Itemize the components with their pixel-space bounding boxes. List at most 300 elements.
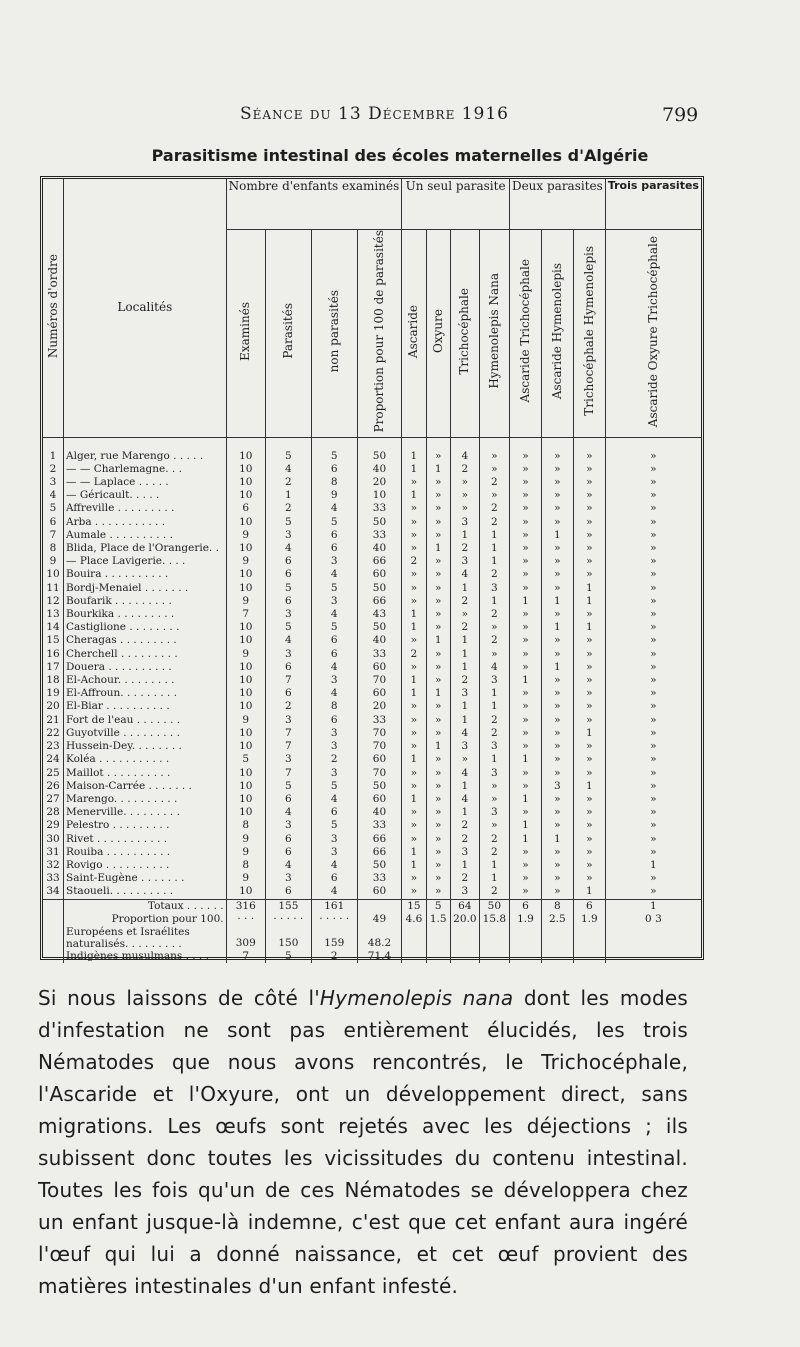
cell-value: » [541, 568, 573, 581]
cell-value: » [450, 502, 479, 515]
cell-value: » [509, 872, 541, 885]
cell-value: » [573, 529, 605, 542]
cell-value: » [479, 463, 509, 476]
cell-value: » [573, 687, 605, 700]
cell-value: 40 [357, 463, 402, 476]
locality-name: Koléa . . . . . . . . . . . [64, 753, 227, 766]
locality-name: Bourkika . . . . . . . . . [64, 608, 227, 621]
locality-name: Marengo. . . . . . . . . . [64, 793, 227, 806]
cell-value: 2 [265, 700, 311, 713]
cell-value: 4 [311, 793, 357, 806]
table-row [43, 780, 701, 793]
cell-value: 70 [357, 727, 402, 740]
cell-value: » [426, 859, 450, 872]
row-number: 29 [46, 819, 60, 832]
cell-value: 3 [450, 885, 479, 899]
table-row [43, 489, 701, 502]
cell-value: » [573, 608, 605, 621]
cell-value: 9 [226, 555, 265, 568]
page-number: 799 [662, 104, 699, 126]
cell-value: 1 [265, 489, 311, 502]
cell-value: 10 [357, 489, 402, 502]
cell-value: 10 [226, 767, 265, 780]
total-value: 316 [226, 899, 265, 913]
row-number: 14 [46, 621, 60, 634]
cell-value: » [509, 463, 541, 476]
cell-value: » [541, 727, 573, 740]
running-title: Séance du 13 Décembre 1916 [240, 104, 509, 124]
cell-value: 60 [357, 661, 402, 674]
table-row [43, 634, 701, 647]
cell-value: 10 [226, 542, 265, 555]
cell-value: » [541, 555, 573, 568]
cell-value: » [573, 489, 605, 502]
cell-value: 60 [357, 687, 402, 700]
cell-value: 2 [479, 634, 509, 647]
cell-value: » [426, 833, 450, 846]
cell-value: 2 [479, 885, 509, 899]
cell-value: » [426, 714, 450, 727]
locality-name: Saint-Eugène . . . . . . . [64, 872, 227, 885]
cell-value: » [426, 595, 450, 608]
cell-value: 3 [450, 740, 479, 753]
row-number: 11 [46, 581, 60, 594]
cell-value: » [402, 872, 426, 885]
cell-value: 6 [311, 463, 357, 476]
cell-value: » [605, 595, 701, 608]
column-header: Ascaride Hymenolepis [549, 263, 564, 400]
locality-name: Pelestro . . . . . . . . . [64, 819, 227, 832]
cell-value: » [426, 648, 450, 661]
cell-value: 3 [311, 674, 357, 687]
cell-value: 1 [509, 793, 541, 806]
cell-value: 8 [311, 700, 357, 713]
cell-value: 1 [450, 859, 479, 872]
locality-name: — — Charlemagne. . . [64, 463, 227, 476]
total-value: 8 [541, 899, 573, 913]
cell-value: » [541, 489, 573, 502]
row-number: 16 [46, 647, 60, 660]
cell-value: 1 [426, 687, 450, 700]
cell-value: » [605, 700, 701, 713]
cell-value: 9 [226, 529, 265, 542]
table-row [43, 740, 701, 753]
locality-name: Affreville . . . . . . . . . [64, 502, 227, 515]
table-row [43, 621, 701, 634]
locality-name: Staoueli. . . . . . . . . . [64, 885, 227, 899]
cell-value: » [573, 806, 605, 819]
proportion-value: 2.5 [541, 913, 573, 926]
cell-value: » [573, 753, 605, 766]
proportion-value: 15.8 [479, 913, 509, 926]
cell-value: » [402, 582, 426, 595]
cell-value: 1 [541, 595, 573, 608]
paragraph-species-name: Hymenolepis nana [319, 986, 514, 1010]
cell-value: » [509, 687, 541, 700]
locality-name: — Géricault. . . . . [64, 489, 227, 502]
table-row [43, 568, 701, 581]
cell-value: » [509, 700, 541, 713]
table-row [43, 463, 701, 476]
cell-value: » [402, 516, 426, 529]
row-number: 28 [46, 806, 60, 819]
locality-name: El-Affroun. . . . . . . . . [64, 687, 227, 700]
cell-value: 1 [509, 595, 541, 608]
cell-value: » [541, 753, 573, 766]
proportion-value: · · · [226, 913, 265, 926]
total-value: 1 [605, 899, 701, 913]
cell-value: » [426, 661, 450, 674]
cell-value: 1 [479, 859, 509, 872]
column-header: Proportion pour 100 de parasités [371, 230, 386, 433]
column-header: Examinés [238, 301, 253, 361]
cell-value: 9 [226, 846, 265, 859]
cell-value: » [573, 819, 605, 832]
cell-value: 10 [226, 700, 265, 713]
cell-value: » [605, 582, 701, 595]
cell-value: 1 [402, 608, 426, 621]
row-number: 26 [46, 779, 60, 792]
cell-value: » [605, 516, 701, 529]
cell-value: 1 [450, 806, 479, 819]
indigenes-value: 2 [311, 950, 357, 963]
cell-value: 4 [450, 793, 479, 806]
cell-value: » [605, 806, 701, 819]
cell-value: 1 [479, 529, 509, 542]
cell-value: 60 [357, 793, 402, 806]
cell-value: » [509, 634, 541, 647]
cell-value: 2 [479, 727, 509, 740]
cell-value: 6 [311, 648, 357, 661]
cell-value: 4 [311, 568, 357, 581]
cell-value: 9 [226, 648, 265, 661]
header-localites: Localités [64, 179, 227, 437]
cell-value: » [509, 542, 541, 555]
row-number: 4 [49, 489, 57, 502]
cell-value: 3 [479, 674, 509, 687]
cell-value: » [426, 582, 450, 595]
cell-value: » [509, 502, 541, 515]
cell-value: 2 [479, 608, 509, 621]
locality-name: El-Biar . . . . . . . . . . [64, 700, 227, 713]
cell-value: » [541, 502, 573, 515]
cell-value: 1 [402, 753, 426, 766]
cell-value: » [402, 819, 426, 832]
cell-value: 4 [450, 437, 479, 463]
cell-value: » [509, 621, 541, 634]
table-row [43, 674, 701, 687]
cell-value: 10 [226, 476, 265, 489]
cell-value: 6 [311, 529, 357, 542]
cell-value: 3 [265, 753, 311, 766]
cell-value: » [402, 727, 426, 740]
cell-value: 8 [226, 819, 265, 832]
cell-value: » [573, 872, 605, 885]
row-number: 23 [46, 740, 60, 753]
cell-value: » [573, 568, 605, 581]
cell-value: » [402, 661, 426, 674]
table-row [43, 806, 701, 819]
cell-value: » [605, 489, 701, 502]
table-row [43, 687, 701, 700]
cell-value: 1 [450, 714, 479, 727]
cell-value: 7 [265, 740, 311, 753]
cell-value: 9 [226, 595, 265, 608]
cell-value: » [426, 621, 450, 634]
cell-value: » [605, 568, 701, 581]
cell-value: » [573, 555, 605, 568]
table-row [43, 767, 701, 780]
table-row [43, 648, 701, 661]
proportion-value: 49 [357, 913, 402, 926]
cell-value: 2 [479, 846, 509, 859]
cell-value: 1 [605, 859, 701, 872]
row-number: 2 [49, 462, 57, 475]
cell-value: » [573, 634, 605, 647]
cell-value: 10 [226, 687, 265, 700]
cell-value: 2 [479, 502, 509, 515]
cell-value: 33 [357, 529, 402, 542]
cell-value: » [541, 859, 573, 872]
parasite-table [43, 179, 701, 963]
cell-value: » [509, 780, 541, 793]
row-number: 24 [46, 753, 60, 766]
cell-value: 33 [357, 648, 402, 661]
row-number: 12 [46, 594, 60, 607]
cell-value: 3 [311, 740, 357, 753]
column-header: Ascaride Oxyure Trichocéphale [645, 235, 660, 427]
table-row [43, 661, 701, 674]
table-row [43, 502, 701, 515]
row-number: 7 [49, 528, 57, 541]
cell-value: » [541, 885, 573, 899]
cell-value: 10 [226, 740, 265, 753]
cell-value: 5 [311, 780, 357, 793]
cell-value: » [605, 727, 701, 740]
cell-value: 4 [479, 661, 509, 674]
cell-value: » [402, 714, 426, 727]
cell-value: 5 [265, 437, 311, 463]
table-row [43, 476, 701, 489]
cell-value: 1 [402, 859, 426, 872]
cell-value: 66 [357, 595, 402, 608]
cell-value: 1 [479, 687, 509, 700]
cell-value: 50 [357, 621, 402, 634]
cell-value: » [509, 555, 541, 568]
cell-value: » [573, 476, 605, 489]
table-row [43, 516, 701, 529]
cell-value: 1 [573, 885, 605, 899]
cell-value: 1 [573, 780, 605, 793]
cell-value: » [541, 608, 573, 621]
cell-value: » [426, 885, 450, 899]
row-number: 15 [46, 634, 60, 647]
cell-value: 6 [265, 568, 311, 581]
cell-value: 10 [226, 793, 265, 806]
cell-value: 10 [226, 727, 265, 740]
row-number: 31 [46, 845, 60, 858]
cell-value: 50 [357, 859, 402, 872]
cell-value: 1 [450, 634, 479, 647]
cell-value: » [426, 502, 450, 515]
cell-value: » [541, 582, 573, 595]
cell-value: » [573, 846, 605, 859]
cell-value: 5 [265, 780, 311, 793]
cell-value: 1 [479, 872, 509, 885]
cell-value: 1 [402, 621, 426, 634]
cell-value: 10 [226, 568, 265, 581]
table-row [43, 595, 701, 608]
cell-value: 33 [357, 714, 402, 727]
cell-value: » [573, 542, 605, 555]
locality-name: Maillot . . . . . . . . . . [64, 767, 227, 780]
proportion-value: 1.5 [426, 913, 450, 926]
cell-value: » [450, 489, 479, 502]
europeans-value: 159 [311, 926, 357, 950]
locality-name: Alger, rue Marengo . . . . . [64, 437, 227, 463]
row-number: 17 [46, 660, 60, 673]
row-number: 33 [46, 872, 60, 885]
body-paragraph [38, 982, 688, 1302]
row-number: 32 [46, 858, 60, 871]
cell-value: 1 [402, 674, 426, 687]
cell-value: 4 [311, 502, 357, 515]
cell-value: » [426, 780, 450, 793]
row-number: 5 [49, 502, 57, 515]
table-row [43, 872, 701, 885]
cell-value: 20 [357, 476, 402, 489]
locality-name: Hussein-Dey. . . . . . . . [64, 740, 227, 753]
total-value: 161 [311, 899, 357, 913]
cell-value: 1 [573, 582, 605, 595]
cell-value: » [509, 568, 541, 581]
cell-value: » [479, 819, 509, 832]
cell-value: 1 [541, 621, 573, 634]
cell-value: 6 [265, 833, 311, 846]
cell-value: 6 [265, 595, 311, 608]
locality-name: — Place Lavigerie. . . . [64, 555, 227, 568]
cell-value: » [605, 476, 701, 489]
cell-value: » [573, 859, 605, 872]
proportion-value: 4.6 [402, 913, 426, 926]
locality-name: Menerville. . . . . . . . . [64, 806, 227, 819]
cell-value: » [426, 437, 450, 463]
table-row [43, 714, 701, 727]
locality-name: Castiglione . . . . . . . . [64, 621, 227, 634]
cell-value: 4 [311, 885, 357, 899]
cell-value: » [605, 767, 701, 780]
cell-value: 6 [265, 846, 311, 859]
cell-value: 1 [479, 700, 509, 713]
cell-value: » [605, 846, 701, 859]
cell-value: » [605, 621, 701, 634]
table-row [43, 793, 701, 806]
cell-value: » [605, 502, 701, 515]
cell-value: 1 [402, 793, 426, 806]
cell-value: 50 [357, 780, 402, 793]
cell-value: » [605, 529, 701, 542]
cell-value: » [605, 674, 701, 687]
cell-value: 1 [541, 529, 573, 542]
cell-value: » [509, 767, 541, 780]
locality-name: Douera . . . . . . . . . . [64, 661, 227, 674]
cell-value: » [605, 714, 701, 727]
table-row [43, 859, 701, 872]
column-header: Parasités [280, 303, 295, 360]
cell-value: 1 [573, 621, 605, 634]
cell-value: 2 [265, 502, 311, 515]
cell-value: » [426, 727, 450, 740]
cell-value: » [605, 687, 701, 700]
cell-value: 66 [357, 846, 402, 859]
cell-value: 3 [265, 819, 311, 832]
cell-value: » [541, 767, 573, 780]
cell-value: » [541, 687, 573, 700]
cell-value: » [605, 661, 701, 674]
cell-value: » [605, 833, 701, 846]
cell-value: » [509, 437, 541, 463]
cell-value: » [605, 608, 701, 621]
cell-value: 40 [357, 542, 402, 555]
cell-value: » [573, 661, 605, 674]
cell-value: » [426, 753, 450, 766]
cell-value: 40 [357, 806, 402, 819]
cell-value: 6 [311, 542, 357, 555]
cell-value: 3 [541, 780, 573, 793]
cell-value: » [605, 437, 701, 463]
cell-value: 1 [541, 833, 573, 846]
cell-value: 6 [265, 687, 311, 700]
cell-value: » [479, 621, 509, 634]
cell-value: » [541, 634, 573, 647]
cell-value: » [509, 529, 541, 542]
table-row [43, 833, 701, 846]
cell-value: 10 [226, 634, 265, 647]
cell-value: » [402, 542, 426, 555]
cell-value: » [509, 648, 541, 661]
cell-value: 4 [311, 859, 357, 872]
cell-value: » [573, 516, 605, 529]
row-number: 22 [46, 726, 60, 739]
cell-value: 2 [450, 819, 479, 832]
cell-value: 6 [226, 502, 265, 515]
cell-value: » [605, 753, 701, 766]
proportion-value: · · · · · [265, 913, 311, 926]
cell-value: » [541, 700, 573, 713]
cell-value: » [509, 727, 541, 740]
row-number: 8 [49, 542, 57, 555]
cell-value: 50 [357, 437, 402, 463]
cell-value: 6 [311, 872, 357, 885]
cell-value: » [509, 714, 541, 727]
cell-value: » [605, 634, 701, 647]
cell-value: » [573, 714, 605, 727]
cell-value: 6 [265, 661, 311, 674]
cell-value: 1 [450, 582, 479, 595]
cell-value: » [402, 595, 426, 608]
cell-value: 2 [402, 648, 426, 661]
table-row [43, 437, 701, 463]
cell-value: 33 [357, 872, 402, 885]
cell-value: 3 [311, 767, 357, 780]
running-head [0, 104, 800, 134]
cell-value: 3 [265, 714, 311, 727]
cell-value: 3 [265, 529, 311, 542]
row-number: 19 [46, 687, 60, 700]
cell-value: 6 [265, 885, 311, 899]
cell-value: 70 [357, 740, 402, 753]
cell-value: » [479, 793, 509, 806]
